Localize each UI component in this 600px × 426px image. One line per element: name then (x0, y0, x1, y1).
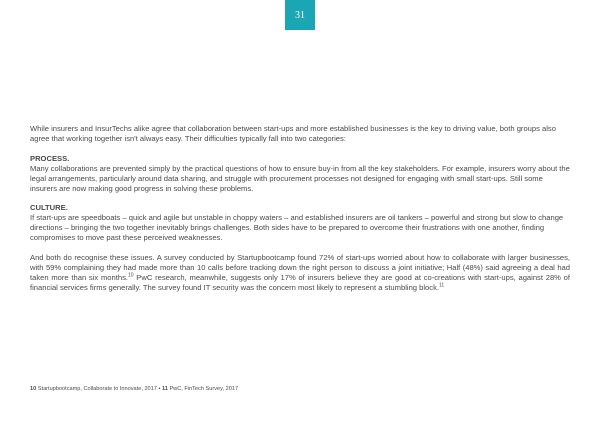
footnote-text-10: Startupbootcamp, Collaborate to Innovate, 2017 • (36, 386, 162, 392)
page-number: 31 (295, 9, 305, 21)
closing-paragraph (30, 253, 570, 293)
footnote-ref-11: 11 (438, 281, 445, 288)
intro-paragraph: While insurers and InsurTechs alike agree that collaboration between start-ups and more established businesses is the key to driving value, both groups also agree that working together isn't always easy. Their difficulties typically fall into two categories: (30, 124, 556, 143)
process-heading: PROCESS. (30, 153, 70, 163)
footnotes (30, 386, 238, 393)
footnote-number-10: 10 (30, 386, 37, 392)
footnote-text-11: PwC, FinTech Survey, 2017 (167, 386, 239, 392)
process-section (30, 154, 570, 194)
closing-text-part2: PwC research, meanwhile, suggests only 17% of insurers believe they are good at co-creations with start-ups, against 28% of financial services firms generally. The survey found IT security was the concern most likely to represent a stumbling block. (30, 272, 571, 292)
culture-heading: CULTURE. (30, 203, 68, 212)
article-body (30, 124, 570, 302)
culture-text: If start-ups are speedboats – quick and agile but unstable in choppy waters – and established insurers are oil tankers – powerful and strong but slow to change directions – bringing the two together inevitably brings challenges. Both sides have to be prepared to overcome their frustrations with one another, finding compromises to move past these perceived weaknesses. (30, 213, 564, 242)
culture-section (30, 203, 570, 243)
page-number-tab (285, 0, 315, 30)
footnote-ref-10: 10 (127, 271, 134, 278)
process-text: Many collaborations are prevented simply by the practical questions of how to ensure buy-in from all the key stakeholders. For example, insurers worry about the legal arrangements, particularly around data sharing, and struggle with procurement processes not designed for engaging with small start-ups. Still some insurers are now making good progress in solving these problems. (30, 163, 570, 193)
footnote-number-11: 11 (161, 386, 168, 392)
closing-text-part1: And both do recognise these issues. A survey conducted by Startupbootcamp found 72% of start-ups worried about how to collaborate with larger businesses, with 59% complaining they had made more than 10 calls before tracking down the right person to discuss a joint initiative; Half (48%) said agreeing a deal had taken more than six months. (30, 252, 570, 282)
